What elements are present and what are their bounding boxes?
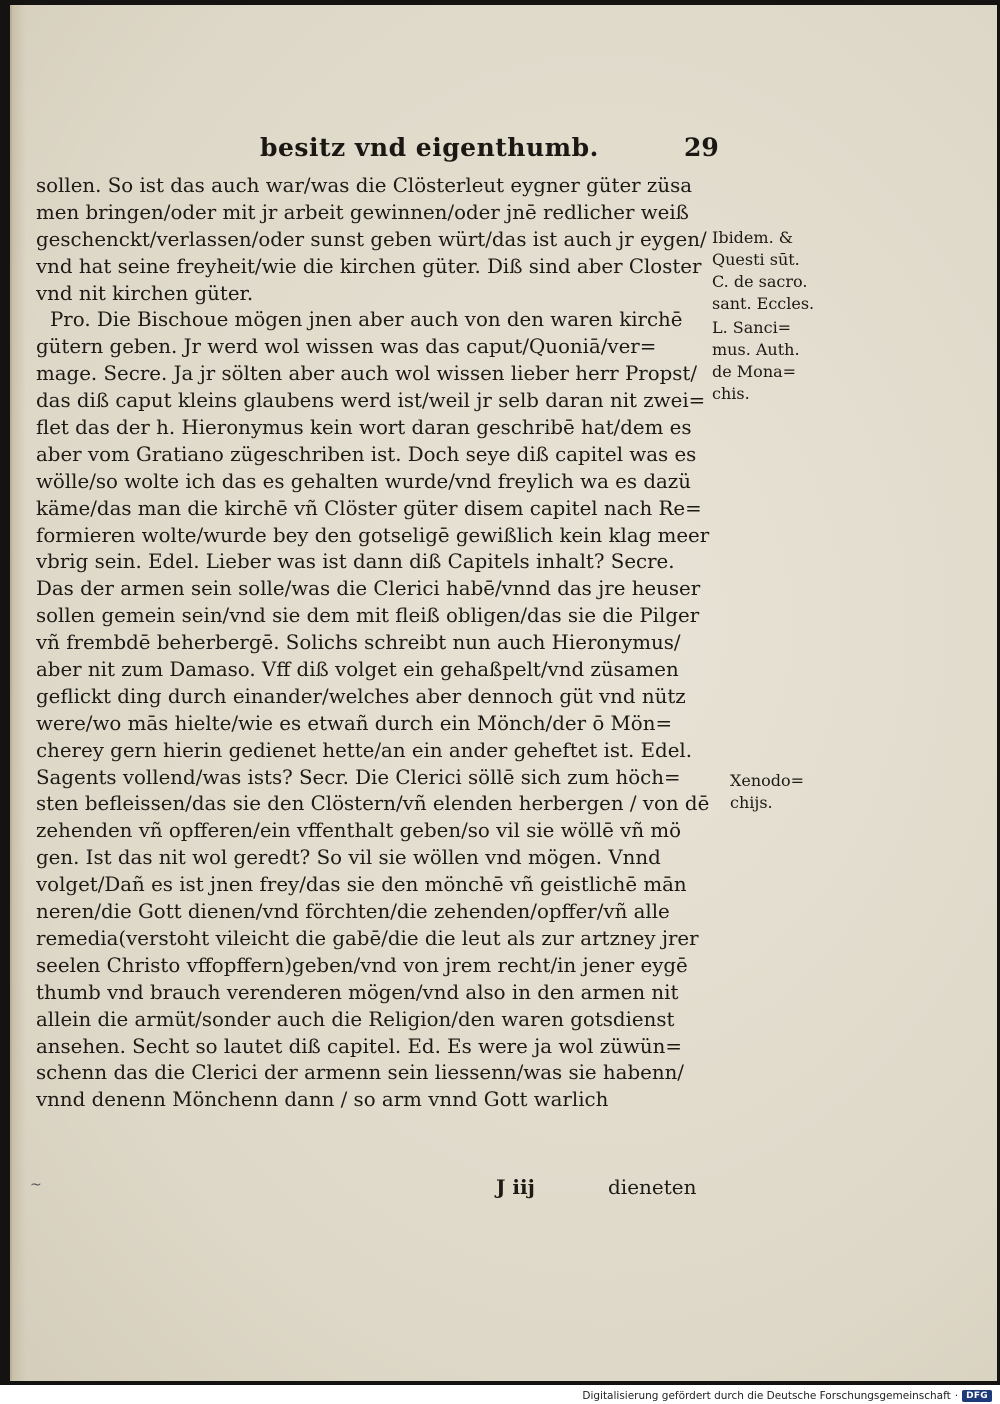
text-line: thumb vnd brauch verenderen mögen/vnd also in den armen nit: [36, 980, 679, 1004]
folio-number: 29: [684, 133, 719, 162]
catchword: dieneten: [608, 1175, 697, 1199]
marginal-note-line: C. de sacro.: [712, 272, 808, 291]
signature-mark: J iij: [496, 1175, 535, 1199]
marginal-note-line: de Mona=: [712, 362, 797, 381]
text-line: aber vom Gratiano zügeschriben ist. Doch seye diß capitel was es: [36, 442, 697, 466]
text-line: cherey gern hierin gedienet hette/an ein ander geheftet ist. Edel.: [36, 738, 693, 762]
marginal-note: [730, 770, 804, 814]
text-line: allein die armüt/sonder auch die Religion/den waren gotsdienst: [36, 1007, 675, 1031]
text-line: geschenckt/verlassen/oder sunst geben würt/das ist auch jr eygen/: [36, 227, 707, 251]
marginal-note-line: chis.: [712, 384, 750, 403]
text-line: Sagents vollend/was ists? Secr. Die Clerici söllē sich zum höch=: [36, 765, 681, 789]
marginal-note: [712, 317, 800, 405]
text-line: vnd nit kirchen güter.: [36, 281, 254, 305]
marginal-note-line: Questi sūt.: [712, 250, 800, 269]
running-head: besitz vnd eigenthumb.: [260, 133, 599, 162]
footer-credit: [582, 1387, 992, 1404]
text-line: mage. Secre. Ja jr sölten aber auch wol wissen lieber herr Propst/: [36, 362, 698, 386]
text-line: sollen. So ist das auch war/was die Clösterleut eygner güter züsa: [36, 174, 693, 197]
marginal-note-line: Ibidem. &: [712, 228, 793, 247]
text-line: seelen Christo vffopffern)geben/vnd von jrem recht/in jener eygē: [36, 953, 688, 977]
text-line: volget/Dañ es ist jnen frey/das sie den mönchē vñ geistlichē mān: [36, 873, 687, 897]
text-line: gütern geben. Jr werd wol wissen was das caput/Quoniā/ver=: [36, 335, 657, 359]
marginal-note: [712, 227, 814, 315]
text-line: sollen gemein sein/vnd sie dem mit fleiß obligen/das sie die Pilger: [36, 604, 700, 628]
text-line: aber nit zum Damaso. Vff diß volget ein gehaßpelt/vnd züsamen: [36, 658, 679, 682]
footer-credit-text: Digitalisierung gefördert durch die Deutsche Forschungsgemeinschaft: [582, 1389, 951, 1402]
text-line: käme/das man die kirchē vñ Clöster güter disem capitel nach Re=: [36, 496, 702, 520]
text-line: remedia(verstoht vileicht die gabē/die die leut als zur artzney jrer: [36, 926, 699, 950]
text-line: ansehen. Secht so lautet diß capitel. Ed. Es were ja wol züwün=: [36, 1034, 682, 1058]
text-line: flet das der h. Hieronymus kein wort daran geschribē hat/dem es: [36, 416, 692, 440]
text-line: Das der armen sein solle/was die Clerici habē/vnnd das jre heuser: [36, 577, 701, 601]
text-line: vñ frembdē beherbergē. Solichs schreibt nun auch Hieronymus/: [36, 631, 681, 655]
text-line: vnd hat seine freyheit/wie die kirchen güter. Diß sind aber Closter: [36, 254, 702, 278]
text-line: were/wo mās hielte/wie es etwañ durch ein Mönch/der ō Mön=: [36, 711, 673, 735]
marginal-note-line: mus. Auth.: [712, 340, 800, 359]
text-line: men bringen/oder mit jr arbeit gewinnen/oder jnē redlicher weiß: [36, 200, 689, 224]
dfg-logo-icon[interactable]: DFG: [962, 1390, 992, 1402]
text-line: sten befleissen/das sie den Clöstern/vñ elenden herbergen / von dē: [36, 792, 710, 816]
text-line: neren/die Gott dienen/vnd förchten/die zehenden/opffer/vñ alle: [36, 900, 670, 924]
text-line: gen. Ist das nit wol geredt? So vil sie wöllen vnd mögen. Vnnd: [36, 846, 661, 870]
footer-separator: ·: [954, 1389, 959, 1402]
marginal-note-line: L. Sanci=: [712, 318, 792, 337]
text-line: Pro. Die Bischoue mögen jnen aber auch von den waren kirchē: [50, 308, 683, 332]
main-text-block: [36, 173, 726, 1114]
text-line: wölle/so wolte ich das es gehalten wurde/vnd freylich wa es dazü: [36, 469, 691, 493]
catchline: [12, 1175, 712, 1205]
text-line: vbrig sein. Edel. Lieber was ist dann diß Capitels inhalt? Secre.: [36, 550, 675, 574]
text-line: das diß caput kleins glaubens werd ist/weil jr selb daran nit zwei=: [36, 389, 706, 413]
bottom-mark: ~: [30, 1177, 42, 1193]
marginal-note-line: chijs.: [730, 793, 773, 812]
text-line: schenn das die Clerici der armenn sein liessenn/was sie habenn/: [36, 1061, 684, 1085]
book-page: [10, 5, 997, 1381]
text-line: vnnd denenn Mönchenn dann / so arm vnnd Gott warlich: [36, 1088, 609, 1112]
text-line: zehenden vñ opfferen/ein vffenthalt geben/so vil sie wöllē vñ mö: [36, 819, 682, 843]
marginal-note-line: sant. Eccles.: [712, 294, 815, 313]
text-line: formieren wolte/wurde bey den gotseligē gewißlich kein klag meer: [36, 523, 710, 547]
text-line: geflickt ding durch einander/welches aber dennoch güt vnd nütz: [36, 684, 686, 708]
marginal-note-line: Xenodo=: [730, 771, 805, 790]
